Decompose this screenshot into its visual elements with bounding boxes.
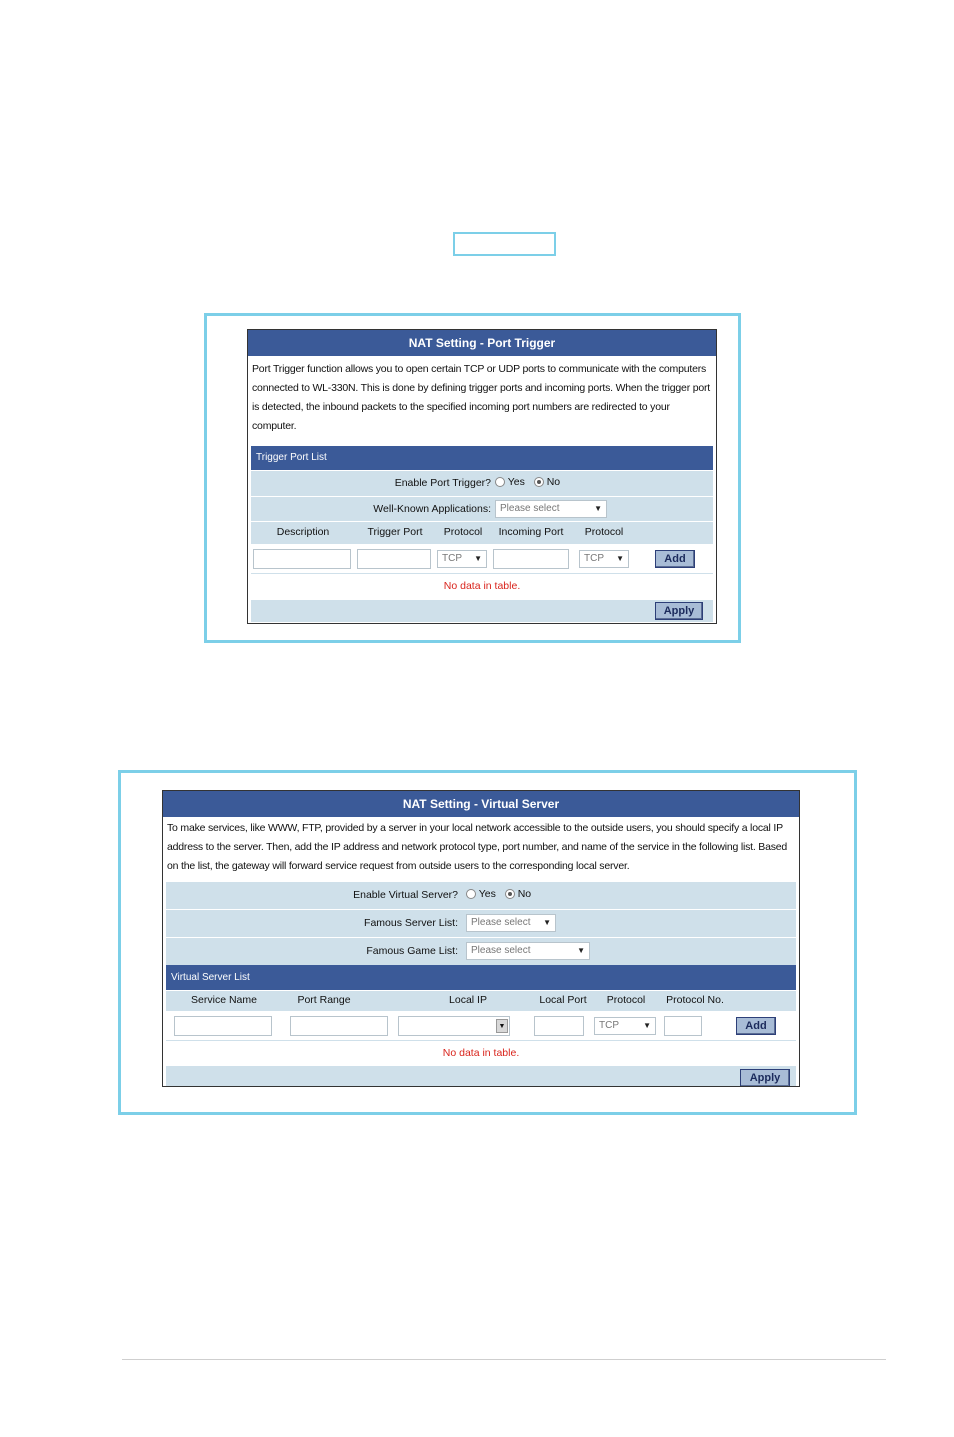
- famous-game-label: Famous Game List:: [366, 945, 458, 957]
- famous-server-label: Famous Server List:: [364, 917, 458, 929]
- famous-game-select[interactable]: [466, 942, 590, 960]
- enable-virtual-server-row: [166, 881, 796, 909]
- well-known-apps-row: [251, 496, 713, 521]
- enable-port-trigger-label: Enable Port Trigger?: [394, 477, 491, 489]
- port-trigger-no-radio[interactable]: [534, 477, 544, 487]
- port-trigger-yes-label: Yes: [507, 476, 525, 488]
- well-known-apps-select[interactable]: [495, 500, 607, 518]
- enable-port-trigger-row: [251, 470, 713, 496]
- chevron-down-icon: ▼: [577, 946, 585, 955]
- trigger-columns-row: [251, 521, 713, 544]
- col-protocol-no: Protocol No.: [666, 994, 724, 1006]
- col-service-name: Service Name: [191, 994, 257, 1006]
- trigger-input-row: [251, 544, 713, 573]
- port-trigger-frame: [204, 313, 741, 643]
- famous-server-value: Please select: [471, 917, 531, 928]
- incoming-port-input[interactable]: [493, 549, 569, 569]
- col-description: Description: [276, 526, 330, 538]
- col-incoming-port: Incoming Port: [498, 526, 564, 538]
- port-trigger-description: Port Trigger function allows you to open certain TCP or UDP ports to communicate with the computers connected to WL-330N. This is done by defining trigger ports and incoming ports. When the trigger port is detected, the inbound packets to the specified incoming port numbers are redirected to your computer.: [252, 363, 710, 432]
- virtual-server-frame: [118, 770, 857, 1115]
- virtual-server-list-header: Virtual Server List: [166, 965, 796, 990]
- apply-trigger-button[interactable]: Apply: [655, 602, 703, 620]
- port-trigger-window: [247, 329, 717, 624]
- port-range-input[interactable]: [290, 1016, 388, 1036]
- add-server-button[interactable]: Add: [736, 1017, 776, 1035]
- virtual-server-yes-radio[interactable]: [466, 889, 476, 899]
- trigger-port-list-header: Trigger Port List: [251, 446, 713, 470]
- famous-game-row: [166, 937, 796, 965]
- trigger-no-data: No data in table.: [251, 573, 713, 599]
- virtual-server-no-radio[interactable]: [505, 889, 515, 899]
- port-trigger-no-label: No: [546, 476, 561, 488]
- famous-game-value: Please select: [471, 945, 531, 956]
- virtual-server-no-label: No: [517, 888, 532, 900]
- virtual-server-description: To make services, like WWW, FTP, provided by a server in your local network accessible to the outside users, you should specify a local IP address to the server. Then, add the IP address and network protocol type, port number, and name of the service in the following list. Based on the list, the gateway will forward service request from outside users to the corresponding local server.: [167, 822, 788, 872]
- server-input-row: [166, 1011, 796, 1040]
- col-trigger-port: Trigger Port: [367, 526, 423, 538]
- chevron-down-icon[interactable]: ▼: [496, 1019, 508, 1033]
- server-protocol-value: TCP: [599, 1020, 619, 1031]
- local-ip-input[interactable]: [398, 1016, 510, 1036]
- col-local-ip: Local IP: [449, 994, 487, 1006]
- protocol-no-input[interactable]: [664, 1016, 702, 1036]
- chevron-down-icon: ▼: [616, 554, 624, 563]
- col-local-port: Local Port: [539, 994, 587, 1006]
- description-input[interactable]: [253, 549, 351, 569]
- local-port-input[interactable]: [534, 1016, 584, 1036]
- trigger-apply-row: [251, 599, 713, 622]
- col-protocol: Protocol: [606, 994, 646, 1006]
- protocol-select-value: TCP: [442, 553, 462, 564]
- protocol-2-select[interactable]: [579, 550, 629, 568]
- trigger-port-input[interactable]: [357, 549, 431, 569]
- service-name-input[interactable]: [174, 1016, 272, 1036]
- footer-divider: [122, 1359, 886, 1360]
- server-no-data: No data in table.: [166, 1040, 796, 1065]
- well-known-apps-value: Please select: [500, 503, 560, 514]
- protocol-select[interactable]: [437, 550, 487, 568]
- famous-server-select[interactable]: [466, 914, 556, 932]
- apply-server-button[interactable]: Apply: [740, 1069, 790, 1087]
- col-protocol-2: Protocol: [584, 526, 624, 538]
- port-trigger-yes-radio[interactable]: [495, 477, 505, 487]
- server-apply-row: [166, 1065, 796, 1087]
- chevron-down-icon: ▼: [594, 504, 602, 513]
- chevron-down-icon: ▼: [474, 554, 482, 563]
- famous-server-row: [166, 909, 796, 937]
- col-port-range: Port Range: [297, 994, 351, 1006]
- col-protocol: Protocol: [443, 526, 483, 538]
- virtual-server-title: NAT Setting - Virtual Server: [163, 791, 799, 817]
- server-protocol-select[interactable]: [594, 1017, 656, 1035]
- add-trigger-button[interactable]: Add: [655, 550, 695, 568]
- port-trigger-title: NAT Setting - Port Trigger: [248, 330, 716, 356]
- virtual-server-yes-label: Yes: [478, 888, 496, 900]
- protocol-2-select-value: TCP: [584, 553, 604, 564]
- enable-virtual-server-label: Enable Virtual Server?: [353, 889, 458, 901]
- chevron-down-icon: ▼: [643, 1021, 651, 1030]
- highlight-box: [453, 232, 556, 256]
- virtual-server-window: [162, 790, 800, 1087]
- server-columns-row: [166, 990, 796, 1011]
- well-known-apps-label: Well-Known Applications:: [373, 503, 491, 515]
- chevron-down-icon: ▼: [543, 918, 551, 927]
